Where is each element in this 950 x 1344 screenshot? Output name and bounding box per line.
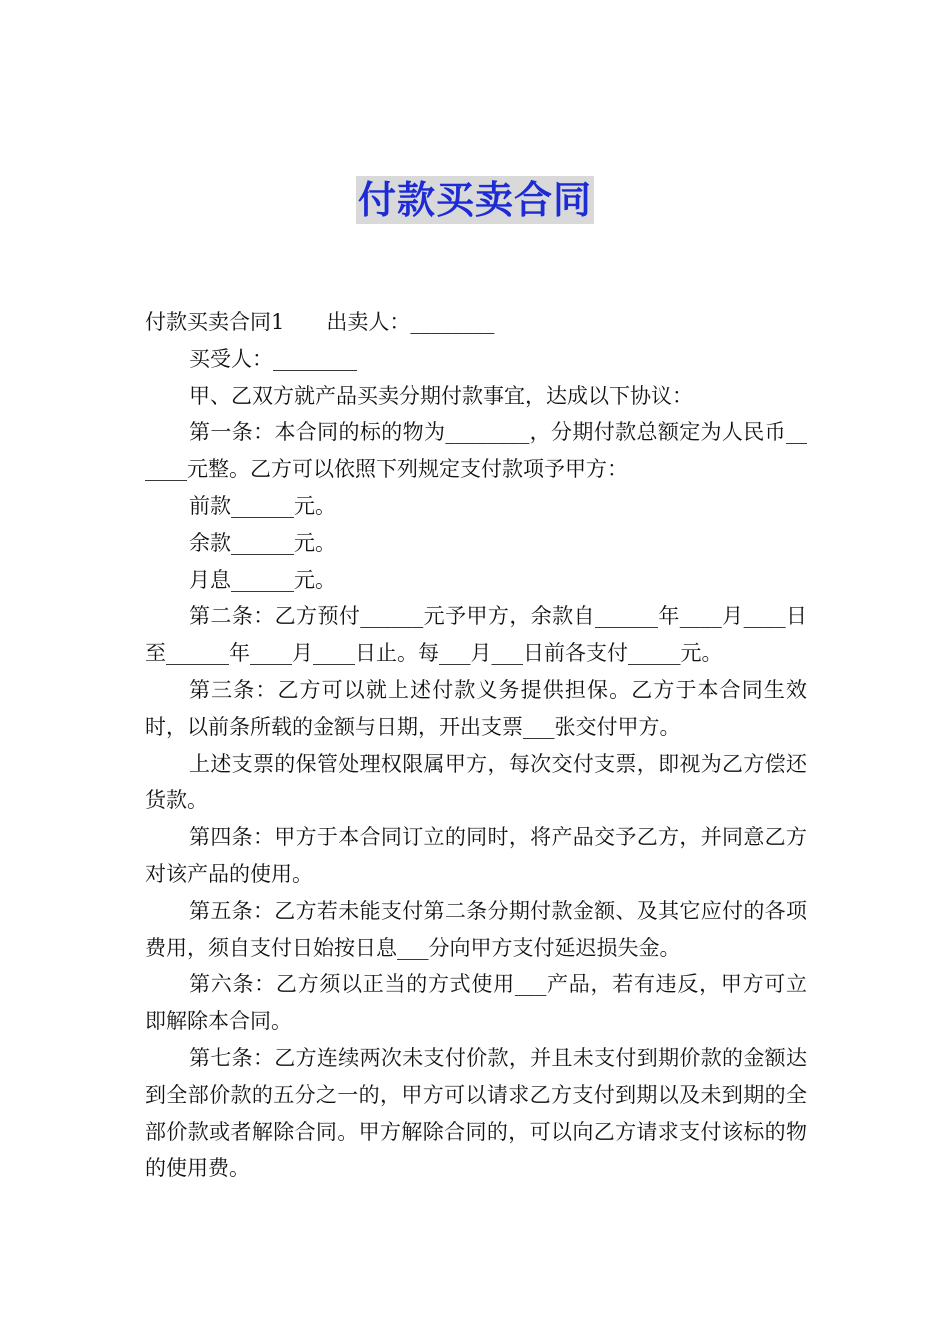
paragraph-article-1: 第一条：本合同的标的物为________，分期付款总额定为人民币______元整。乙方可以依照下列规定支付款项予甲方：: [145, 420, 807, 482]
paragraph-balance: 余款______元。: [189, 530, 336, 555]
paragraph-article-2: 第二条：乙方预付______元予甲方，余款自______年____月____日至______年____月____日止。每___月___日前各支付_____元。: [145, 604, 807, 666]
document-body: [145, 304, 807, 1187]
paragraph-article-7: 第七条：乙方连续两次未支付价款，并且未支付到期价款的金额达到全部价款的五分之一的，甲方可以请求乙方支付到期以及未到期的全部价款或者解除合同。甲方解除合同的，可以向乙方请求支付该标的物的使用费。: [145, 1045, 807, 1181]
document-title: 付款买卖合同: [357, 178, 592, 222]
paragraph-article-6: 第六条：乙方须以正当的方式使用___产品，若有违反，甲方可立即解除本合同。: [145, 972, 807, 1034]
paragraph-article-5: 第五条：乙方若未能支付第二条分期付款金额、及其它应付的各项费用，须自支付日始按日息___分向甲方支付延迟损失金。: [145, 898, 807, 960]
paragraph-monthly-interest: 月息______元。: [189, 567, 336, 592]
paragraph-article-4: 第四条：甲方于本合同订立的同时，将产品交予乙方，并同意乙方对该产品的使用。: [145, 825, 807, 886]
paragraph-down-payment: 前款______元。: [189, 493, 336, 518]
title-container: [0, 176, 950, 224]
paragraph-intro: 甲、乙双方就产品买卖分期付款事宜，达成以下协议：: [189, 383, 693, 408]
paragraph-buyer: 买受人：________: [189, 346, 357, 371]
paragraph-article-3: 第三条：乙方可以就上述付款义务提供担保。乙方于本合同生效时，以前条所载的金额与日期，开出支票___张交付甲方。: [145, 677, 807, 739]
paragraph-cheque-custody: 上述支票的保管处理权限属甲方，每次交付支票，即视为乙方偿还货款。: [145, 751, 807, 813]
paragraph-header-seller: 付款买卖合同1 出卖人：________: [145, 310, 495, 334]
